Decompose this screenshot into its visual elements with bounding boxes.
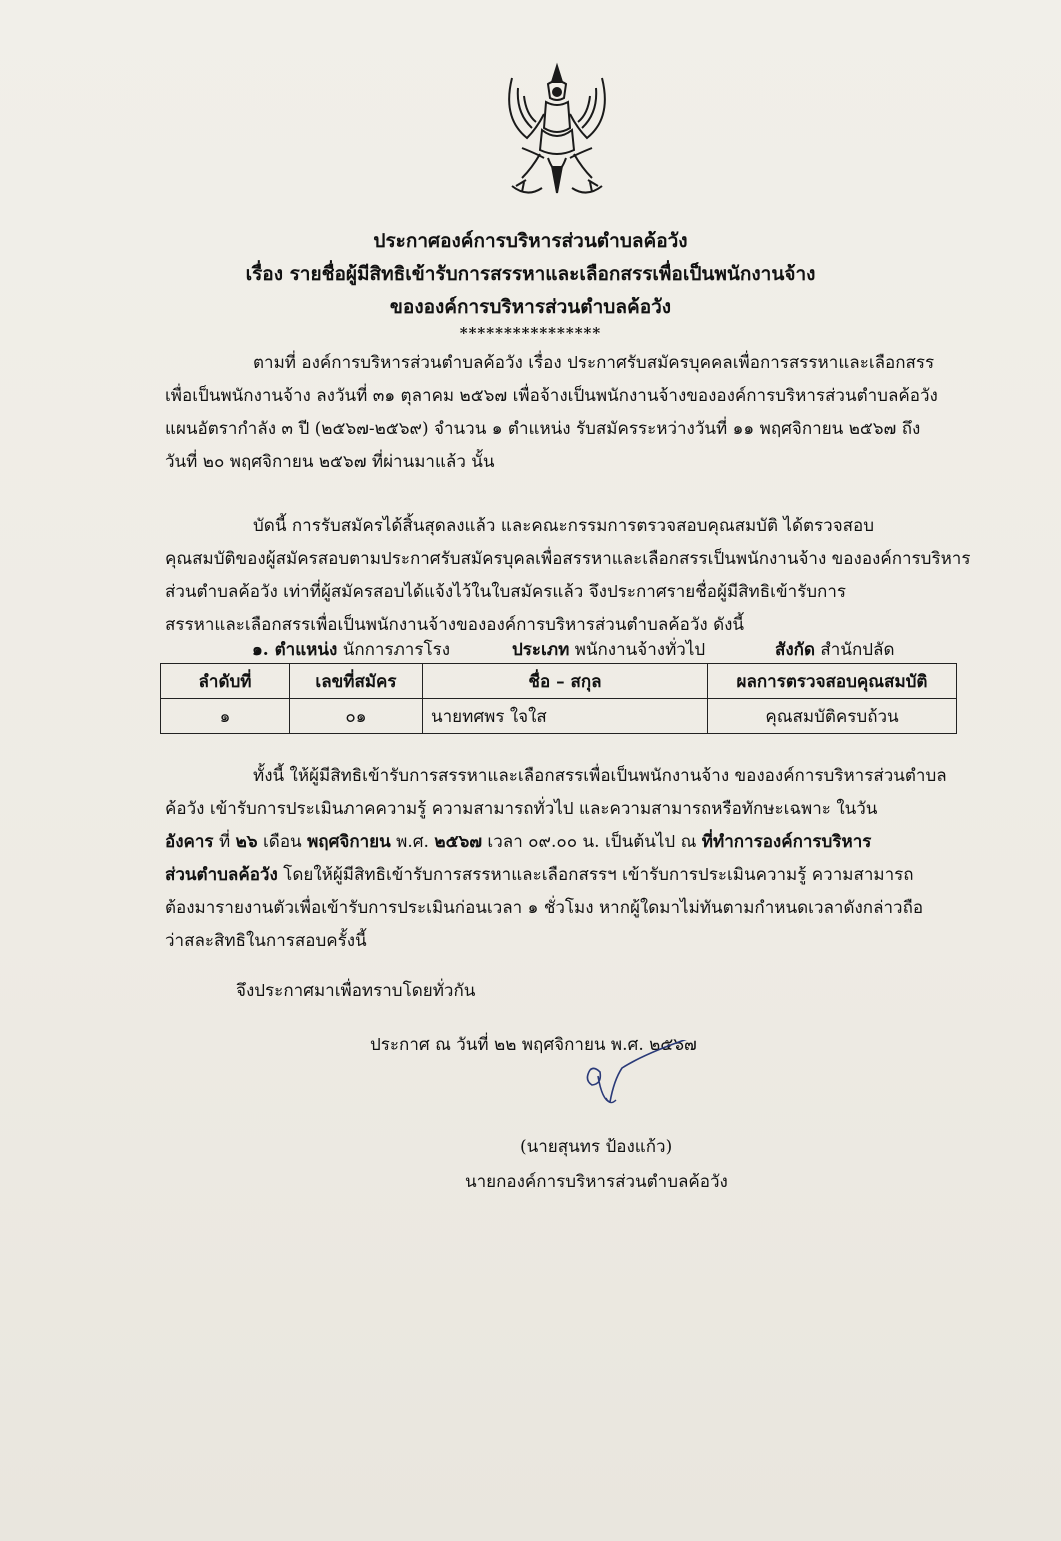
paragraph-3-line-6: ว่าสละสิทธิในการสอบครั้งนี้ (165, 931, 367, 951)
paragraph-1-line-1: ตามที่ องค์การบริหารส่วนตำบลค้อวัง เรื่อง ประกาศรับสมัครบุคคลเพื่อการสรรหาและเลือกสรร (253, 353, 935, 373)
candidates-table (160, 663, 957, 734)
cell-order: ๑ (161, 699, 290, 734)
paragraph-3-line-2: ค้อวัง เข้ารับการประเมินภาคความรู้ ความสามารถทั่วไป และความสามารถหรือทักษะเฉพาะ ในวัน (165, 799, 878, 819)
type-label: ประเภท (512, 640, 570, 660)
subject-line-2: ขององค์การบริหารส่วนตำบลค้อวัง (389, 296, 672, 318)
paragraph-2-line-3: ส่วนตำบลค้อวัง เท่าที่ผู้สมัครสอบได้แจ้งไว้ในใบสมัครแล้ว จึงประกาศรายชื่อผู้มีสิทธิเข้ารับการ (165, 582, 847, 602)
paragraph-3-line-4 (165, 859, 980, 892)
position-value: นักการภารโรง (342, 640, 451, 660)
garuda-emblem (482, 58, 632, 208)
month-bold: พฤศจิกายน (307, 832, 391, 852)
day-bold: ๒๖ (235, 832, 258, 852)
position-heading (252, 636, 450, 663)
announcement-title: ประกาศองค์การบริหารส่วนตำบลค้อวัง (373, 230, 688, 252)
venue-bold-2: ส่วนตำบลค้อวัง (165, 865, 278, 885)
text-fragment: พ.ศ. (390, 832, 435, 852)
text-fragment: เวลา ๐๙.๐๐ น. เป็นต้นไป ณ (482, 832, 702, 852)
paragraph-1-line-3: แผนอัตรากำลัง ๓ ปี (๒๕๖๗-๒๕๖๙) จำนวน ๑ ตำแหน่ง รับสมัครระหว่างวันที่ ๑๑ พฤศจิกายน ๒๕๖๗ ถึง (165, 419, 921, 439)
paragraph-2-line-2: คุณสมบัติของผู้สมัครสอบตามประกาศรับสมัครบุคลเพื่อสรรหาและเลือกสรรเป็นพนักงานจ้าง ขององค์การบริหาร (165, 549, 971, 569)
paragraph-3 (165, 760, 980, 958)
paragraph-1-line-2: เพื่อเป็นพนักงานจ้าง ลงวันที่ ๓๑ ตุลาคม ๒๕๖๗ เพื่อจ้างเป็นพนักงานจ้างขององค์การบริหารส่วนตำบลค้อวัง (165, 386, 938, 406)
separator-stars: **************** (459, 324, 602, 342)
cell-application-no: ๐๑ (290, 699, 423, 734)
cell-qualification-result: คุณสมบัติครบถ้วน (708, 699, 957, 734)
department-value: สำนักปลัด (820, 640, 895, 660)
paragraph-3-line-1: ทั้งนี้ ให้ผู้มีสิทธิเข้ารับการสรรหาและเลือกสรรเพื่อเป็นพนักงานจ้าง ขององค์การบริหารส่วนตำบล (253, 766, 947, 786)
year-bold: ๒๕๖๗ (434, 832, 483, 852)
table-row (161, 699, 957, 734)
text-fragment: ที่ (213, 832, 236, 852)
closing-statement: จึงประกาศมาเพื่อทราบโดยทั่วกัน (236, 981, 476, 1001)
header-order: ลำดับที่ (161, 664, 290, 699)
handwritten-signature (580, 1040, 720, 1130)
type-heading (512, 636, 705, 663)
header-qualification-result: ผลการตรวจสอบคุณสมบัติ (708, 664, 957, 699)
paragraph-1-line-4: วันที่ ๒๐ พฤศจิกายน ๒๕๖๗ ที่ผ่านมาแล้ว นั้น (165, 452, 495, 472)
paragraph-3-line-5: ต้องมารายงานตัวเพื่อเข้ารับการประเมินก่อนเวลา ๑ ชั่วโมง หากผู้ใดมาไม่ทันตามกำหนดเวลาดังกล่าวถือ (165, 898, 924, 918)
type-value: พนักงานจ้างทั่วไป (574, 640, 706, 660)
weekday-bold: อังคาร (165, 832, 214, 852)
department-heading (775, 636, 895, 663)
paragraph-2-line-4: สรรหาและเลือกสรรเพื่อเป็นพนักงานจ้างขององค์การบริหารส่วนตำบลค้อวัง ดังนี้ (165, 615, 745, 635)
signer-title: นายกองค์การบริหารส่วนตำบลค้อวัง (465, 1172, 728, 1192)
signer-name: (นายสุนทร ป้องแก้ว) (520, 1137, 673, 1157)
announcement-date: ประกาศ ณ วันที่ ๒๒ พฤศจิกายน พ.ศ. ๒๕๖๗ (370, 1035, 697, 1055)
cell-name: นายทศพร ใจใส (423, 699, 708, 734)
paragraph-3-line-3 (165, 826, 980, 859)
text-fragment: เดือน (257, 832, 308, 852)
position-label: ๑. ตำแหน่ง (252, 640, 338, 660)
text-fragment: โดยให้ผู้มีสิทธิเข้ารับการสรรหาและเลือกสรรฯ เข้ารับการประเมินความรู้ ความสามารถ (277, 865, 914, 885)
paragraph-1 (165, 347, 980, 479)
paragraph-2-line-1: บัดนี้ การรับสมัครได้สิ้นสุดลงแล้ว และคณะกรรมการตรวจสอบคุณสมบัติ ได้ตรวจสอบ (253, 516, 875, 536)
table-header-row (161, 664, 957, 699)
department-label: สังกัด (775, 640, 816, 660)
header-application-no: เลขที่สมัคร (290, 664, 423, 699)
venue-bold: ที่ทำการองค์การบริหาร (701, 832, 872, 852)
paragraph-2 (165, 510, 980, 642)
subject-line-1: เรื่อง รายชื่อผู้มีสิทธิเข้ารับการสรรหาและเลือกสรรเพื่อเป็นพนักงานจ้าง (245, 263, 816, 285)
header-name: ชื่อ – สกุล (423, 664, 708, 699)
